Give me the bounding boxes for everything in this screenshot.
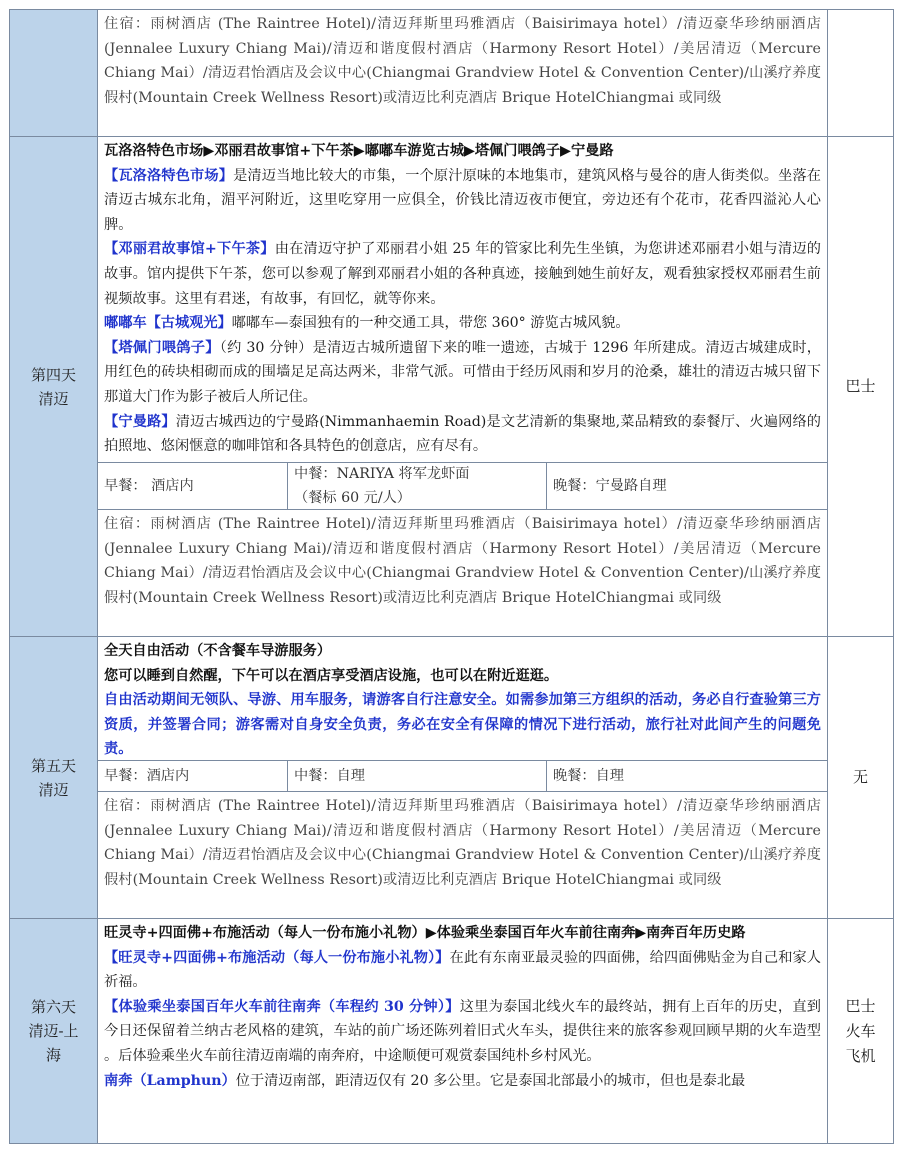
day4-para-nimman <box>104 410 821 459</box>
day6-para-temple <box>104 946 821 995</box>
day4-city: 清迈 <box>38 389 69 408</box>
day5-free-note: 您可以睡到自然醒，下午可以在酒店享受酒店设施，也可以在附近逛逛。 <box>104 667 559 684</box>
day5-safety-notice: 自由活动期间无领队、导游、用车服务，请游客自行注意安全。如需参加第三方组织的活动，务必自行查验第三方资质，并签署合同；游客需对自身安全负责，务必在安全有保障的情况下进行活动，旅行社对此间产生的问题免责。 <box>104 692 821 758</box>
day4-content-cell <box>98 137 828 637</box>
market-title: 【瓦洛洛特色市场】 <box>104 167 234 184</box>
nimman-text: 清迈古城西边的宁曼路(Nimmanhaemin Road)是文艺清新的集聚地,菜品精致的泰餐厅、火遍网络的拍照地、悠闲惬意的咖啡馆和各具特色的创意店，应有尽有。 <box>104 413 821 455</box>
day6-transport <box>828 919 894 1144</box>
thapae-title: 【塔佩门喂鸽子】 <box>104 339 220 356</box>
day4-dinner: 晚餐：宁曼路自理 <box>553 478 667 494</box>
tuktuk-title: 嘟嘟车【古城观光】 <box>104 315 232 332</box>
day4-para-thapae <box>104 336 821 410</box>
day4-meals <box>98 462 827 510</box>
day6-route: 旺灵寺+四面佛+布施活动（每人一份布施小礼物）▶体验乘坐泰国百年火车前往南奔▶南奔百年历史路 <box>104 925 746 941</box>
day5-hotel: 住宿：雨树酒店 (The Raintree Hotel)/清迈拜斯里玛雅酒店（Baisirimaya hotel）/清迈豪华珍纳丽酒店(Jennalee Luxury Chiang Mai)/清迈和谐度假村酒店（Harmony Resort Hotel）/美居清迈（Mercure Chiang Mai）/清迈君怡酒店及会议中心(Chiangmai Grandview Hotel & Convention Center)/山溪疗养度假村(Mountain Creek Wellness Resort)或清迈比利克酒店 Brique HotelChiangmai 或同级 <box>104 798 821 888</box>
day6-para-lamphun <box>104 1069 821 1094</box>
row-day3-hotel <box>10 10 894 137</box>
day3-label-cell <box>10 10 98 137</box>
day4-breakfast: 早餐： 酒店内 <box>98 463 288 509</box>
day4-para-market <box>104 164 821 238</box>
day6-transport-bus: 巴士 <box>845 996 876 1015</box>
lamphun-text: 位于清迈南部，距清迈仅有 20 多公里。它是泰国北部最小的城市，但也是泰北最 <box>235 1072 746 1089</box>
day4-label-cell <box>10 137 98 637</box>
day6-city-cont: 海 <box>45 1046 61 1064</box>
train-title: 【体验乘坐泰国百年火车前往南奔（车程约 30 分钟）】 <box>104 998 460 1015</box>
day6-para-train <box>104 995 821 1069</box>
row-day5 <box>10 637 894 919</box>
tuktuk-text: 嘟嘟车—泰国独有的一种交通工具，带您 360° 游览古城风貌。 <box>231 315 630 332</box>
lamphun-title: 南奔（Lamphun） <box>104 1072 236 1089</box>
day4-route: 瓦洛洛特色市场▶邓丽君故事馆+下午茶▶嘟嘟车游览古城▶塔佩门喂鸽子▶宁曼路 <box>104 143 614 159</box>
day6-description <box>98 919 827 1143</box>
day6-city: 清迈-上 <box>28 1022 79 1040</box>
day4-para-tuktuk <box>104 311 821 336</box>
day3-transport-cell <box>828 10 894 137</box>
row-day4 <box>10 137 894 637</box>
nimman-title: 【宁曼路】 <box>104 413 176 430</box>
row-day6 <box>10 919 894 1144</box>
day5-label: 第五天 <box>30 756 76 775</box>
day6-label-cell <box>10 919 98 1144</box>
day4-para-teresa <box>104 237 821 311</box>
day4-lunch-line1: 中餐：NARIYA 将军龙虾面 <box>294 466 470 482</box>
day5-label-cell <box>10 637 98 919</box>
teresa-title: 【邓丽君故事馆+下午茶】 <box>104 241 275 258</box>
itinerary-table <box>9 9 894 1144</box>
day5-description <box>98 637 827 760</box>
teresa-text: 由在清迈守护了邓丽君小姐 25 年的管家比利先生坐镇，为您讲述邓丽君小姐与清迈的故事。馆内提供下午茶，您可以参观了解到邓丽君小姐的各种真迹，接触到她生前好友，观看独家授权邓丽君生前视频故事。这里有君迷，有故事，有回忆，就等你来。 <box>104 241 821 307</box>
train-text: 这里为泰国北线火车的最终站，拥有上百年的历史，直到今日还保留着兰纳古老风格的建筑，车站的前广场还陈列着旧式火车头，提供往来的旅客参观回顾早期的火车造型 。后体验乘坐火车前往清迈南端的南奔府，中途顺便可观赏泰国纯朴乡村风光。 <box>104 998 821 1064</box>
day4-hotel: 住宿：雨树酒店 (The Raintree Hotel)/清迈拜斯里玛雅酒店（Baisirimaya hotel）/清迈豪华珍纳丽酒店(Jennalee Luxury Chiang Mai)/清迈和谐度假村酒店（Harmony Resort Hotel）/美居清迈（Mercure Chiang Mai）/清迈君怡酒店及会议中心(Chiangmai Grandview Hotel & Convention Center)/山溪疗养度假村(Mountain Creek Wellness Resort)或清迈比利克酒店 Brique HotelChiangmai 或同级 <box>104 516 821 606</box>
day5-breakfast: 早餐：酒店内 <box>98 761 288 791</box>
day4-description <box>98 137 827 462</box>
temple-title: 【旺灵寺+四面佛+布施活动（每人一份布施小礼物）】 <box>104 949 450 966</box>
day4-lunch-line2: （餐标 60 元/人） <box>294 490 411 506</box>
day3-hotel-cell <box>98 10 828 137</box>
day5-free-day: 全天自由活动（不含餐车导游服务） <box>104 643 332 659</box>
temple-text: 在此有东南亚最灵验的四面佛，给四面佛贴金为自己和家人祈福。 <box>104 949 821 991</box>
day5-dinner: 晚餐：自理 <box>553 768 624 784</box>
day5-lunch: 中餐：自理 <box>288 761 547 791</box>
day6-transport-plane: 飞机 <box>845 1046 876 1065</box>
day5-content-cell <box>98 637 828 919</box>
day6-content-cell <box>98 919 828 1144</box>
day4-transport: 巴士 <box>828 137 894 637</box>
day4-lunch <box>288 463 547 509</box>
day6-label: 第六天 <box>30 998 76 1016</box>
day5-transport: 无 <box>828 637 894 919</box>
day5-meals <box>98 760 827 792</box>
hotel-info: 住宿：雨树酒店 (The Raintree Hotel)/清迈拜斯里玛雅酒店（Baisirimaya hotel）/清迈豪华珍纳丽酒店(Jennalee Luxury Chiang Mai)/清迈和谐度假村酒店（Harmony Resort Hotel）/美居清迈（Mercure Chiang Mai）/清迈君怡酒店及会议中心(Chiangmai Grandview Hotel & Convention Center)/山溪疗养度假村(Mountain Creek Wellness Resort)或清迈比利克酒店 Brique HotelChiangmai 或同级 <box>104 16 821 106</box>
thapae-text: （约 30 分钟）是清迈古城所遗留下来的唯一遗迹，古城于 1296 年所建成。清迈古城建成时，用红色的砖块相砌而成的围墙足足高达两米，非常气派。可惜由于经历风雨和岁月的沧桑，雄壮的清迈古城只留下那道大门作为影子被后人所记住。 <box>104 339 821 405</box>
market-text: 是清迈当地比较大的市集，一个原汁原味的本地集市，建筑风格与曼谷的唐人街类似。坐落在清迈古城东北角，湄平河附近，这里吃穿用一应俱全，价钱比清迈夜市便宜，旁边还有个花市，花香四溢沁人心脾。 <box>104 167 821 233</box>
day5-city: 清迈 <box>38 780 69 799</box>
day4-label: 第四天 <box>30 365 76 384</box>
day6-transport-train: 火车 <box>845 1021 876 1040</box>
